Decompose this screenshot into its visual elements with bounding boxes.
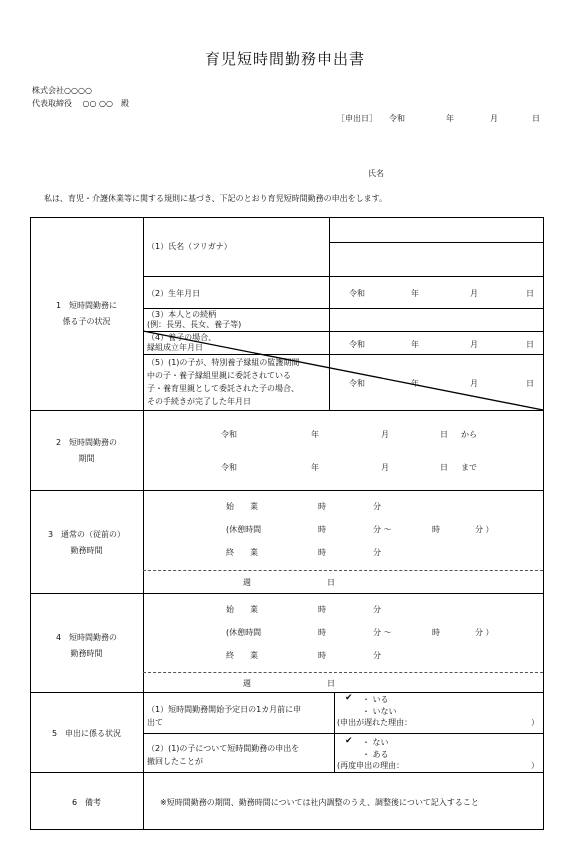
child-name-label: （1）氏名（フリガナ） <box>147 242 232 251</box>
s3-end-minute: 分 <box>373 548 381 557</box>
period-end-month: 月 <box>381 463 389 472</box>
period-end-era: 令和 <box>221 463 237 472</box>
birthdate-era: 令和 <box>349 289 365 298</box>
s3-days-label: 日 <box>327 578 335 587</box>
adoption-date-label: （4）養子の場合、 縁組成立年月日 <box>147 333 217 352</box>
period-end-year: 年 <box>311 463 319 472</box>
s4-break-end-hour: 時 <box>432 628 440 637</box>
birthdate-year: 年 <box>411 289 419 298</box>
s3-break-end-hour: 時 <box>432 525 440 534</box>
s4-end-label: 終 業 <box>226 651 258 660</box>
adoption-date-month: 月 <box>470 340 478 349</box>
adoption-date-day: 日 <box>526 340 534 349</box>
s4-week-label: 週 <box>243 679 251 688</box>
section1-label: 1 短時間勤務に 係る子の状況 <box>55 301 118 326</box>
s4-start-minute: 分 <box>373 605 381 614</box>
birthdate-day: 日 <box>526 289 534 298</box>
s4-break-hour: 時 <box>318 628 326 637</box>
submission-date-year: 年 <box>446 114 454 123</box>
period-start-year: 年 <box>311 430 319 439</box>
s5-q2-option-yes: ・ ある <box>362 750 389 759</box>
s3-break-end-minute: 分 ） <box>475 525 494 534</box>
special-adoption-day: 日 <box>526 379 534 388</box>
s5-q2-option-no: ・ ない <box>362 738 389 747</box>
submission-date-day: 日 <box>532 114 540 123</box>
relationship-label: （3）本人との続柄 (例：長男、長女、養子等) <box>147 310 242 329</box>
s3-break-minute-to: 分 ～ <box>373 525 392 534</box>
name-label: 氏名 <box>368 169 384 178</box>
special-adoption-label: （5）(1)の子が、特別養子縁組の監護期間 中の子・養子縁組里親に委託されている 子・養育里親として委託された子の場合、 その手続きが完了した年月日 <box>147 358 300 406</box>
submission-date-month: 月 <box>490 114 498 123</box>
s5-q1-option-yes: ・ いる <box>362 695 389 704</box>
s4-days-label: 日 <box>327 679 335 688</box>
s3-end-hour: 時 <box>318 548 326 557</box>
period-to: まで <box>461 463 477 472</box>
s4-end-minute: 分 <box>373 651 381 660</box>
s5-q1-option-no: ・ いない <box>362 707 397 716</box>
s3-break-hour: 時 <box>318 525 326 534</box>
section3-label: 3 通常の（従前の） 勤務時間 <box>47 530 126 555</box>
s4-break-end-minute: 分 ） <box>475 628 494 637</box>
s5-q2-label: （2）(1)の子について短時間勤務の申出を 撤回したことが <box>147 744 300 766</box>
birthdate-label: （2）生年月日 <box>147 289 201 298</box>
s3-break-label: (休憩時間 <box>226 525 262 534</box>
special-adoption-month: 月 <box>470 379 478 388</box>
page-title: 育児短時間勤務申出書 <box>205 50 366 68</box>
period-start-day: 日 <box>440 430 448 439</box>
s5-q2-reason-close: ） <box>531 761 539 770</box>
s5-q1-check-icon: ✔ <box>345 693 353 703</box>
s5-q1-reason: (申出が遅れた理由： <box>337 718 413 727</box>
period-start-era: 令和 <box>221 430 237 439</box>
s3-end-label: 終 業 <box>226 548 258 557</box>
section4-label: 4 短時間勤務の 勤務時間 <box>55 633 118 658</box>
s5-q1-reason-close: ） <box>531 718 539 727</box>
s3-start-hour: 時 <box>318 502 326 511</box>
s4-start-hour: 時 <box>318 605 326 614</box>
s4-start-label: 始 業 <box>226 605 258 614</box>
s4-break-label: (休憩時間 <box>226 628 262 637</box>
period-from: から <box>461 430 477 439</box>
special-adoption-era: 令和 <box>349 379 365 388</box>
s4-break-minute-to: 分 ～ <box>373 628 392 637</box>
representative-name: 代表取締役 ○○ ○○ 殿 <box>32 99 130 108</box>
section2-label: 2 短時間勤務の 期間 <box>55 438 118 463</box>
intro-text: 私は、育児・介護休業等に関する規則に基づき、下記のとおり育児短時間勤務の申出をします。 <box>44 194 388 203</box>
s5-q2-reason: (再度申出の理由： <box>337 761 405 770</box>
period-start-month: 月 <box>381 430 389 439</box>
section6-label: 6 備考 <box>71 798 102 807</box>
period-end-day: 日 <box>440 463 448 472</box>
company-name: 株式会社○○○○ <box>32 86 92 95</box>
s3-week-label: 週 <box>243 578 251 587</box>
s4-end-hour: 時 <box>318 651 326 660</box>
adoption-date-era: 令和 <box>349 340 365 349</box>
submission-date-label: ［申出日］ <box>337 114 377 123</box>
s5-q1-label: （1）短時間勤務開始予定日の1カ月前に申 出て <box>147 705 302 727</box>
remarks-note: ※短時間勤務の期間、勤務時間については社内調整のうえ、調整後について記入すること <box>160 798 479 807</box>
s3-start-label: 始 業 <box>226 502 258 511</box>
s5-q2-check-icon: ✔ <box>345 736 353 746</box>
special-adoption-year: 年 <box>411 379 419 388</box>
section5-label: 5 申出に係る状況 <box>51 729 122 738</box>
adoption-date-year: 年 <box>411 340 419 349</box>
submission-date-era: 令和 <box>389 114 405 123</box>
birthdate-month: 月 <box>470 289 478 298</box>
s3-start-minute: 分 <box>373 502 381 511</box>
